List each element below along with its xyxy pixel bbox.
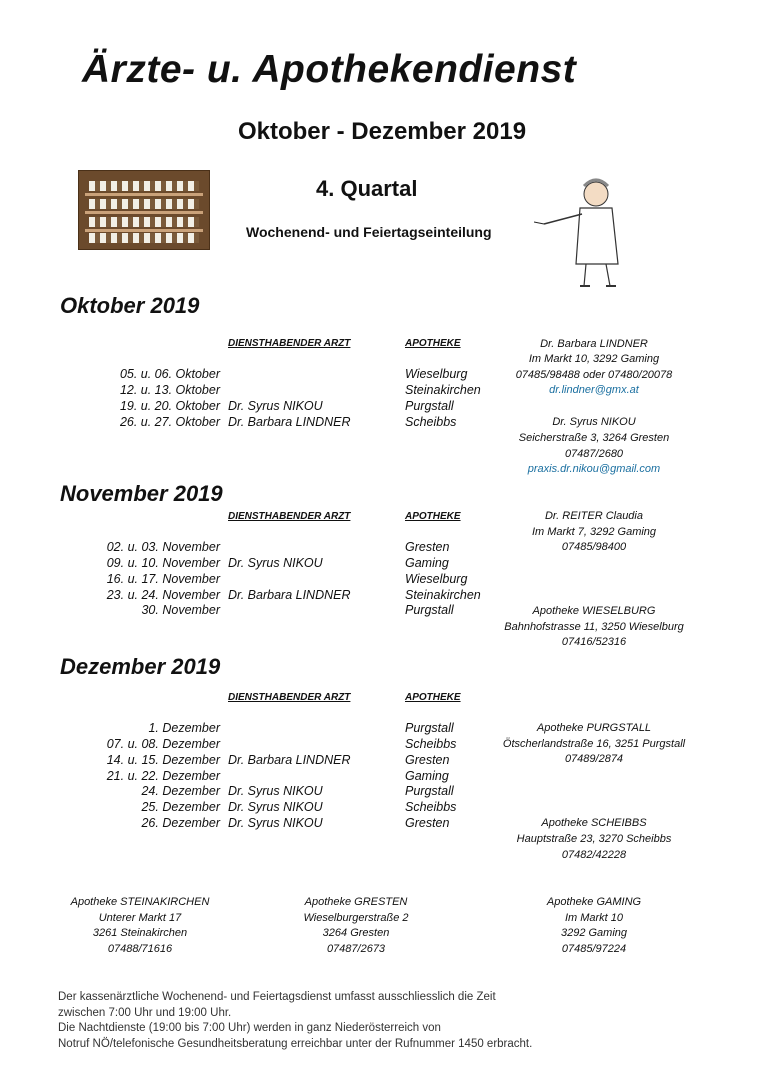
einteilung-label: Wochenend- und Feiertagseinteilung [246,224,492,240]
november-row-apotheke: Wieselburg [405,572,468,586]
oktober-row-date: 19. u. 20. Oktober [119,399,220,413]
footer-gresten-city: 3264 Gresten [322,927,390,939]
contact-lindner-address: Im Markt 10, 3292 Gaming [528,353,660,365]
month-heading-november: November 2019 [60,481,223,506]
col-header-arzt: DIENSTHABENDER ARZT [228,511,351,522]
notice-line: zwischen 7:00 Uhr und 19:00 Uhr. [58,1006,232,1019]
contact-nikou-address: Seicherstraße 3, 3264 Gresten [518,432,670,444]
page-title: Ärzte- u. Apothekendienst [82,48,577,91]
footer-gaming-phone: 07485/97224 [561,943,627,955]
contact-nikou-email-link[interactable]: praxis.dr.nikou@gmail.com [527,463,661,475]
dezember-row-date: 26. Dezember [141,816,220,830]
dezember-row-apotheke: Scheibbs [405,737,457,751]
november-row-apotheke: Gaming [405,556,449,570]
page-subtitle: Oktober - Dezember 2019 [237,118,527,145]
col-header-apotheke: APOTHEKE [405,692,461,703]
november-row-apotheke: Purgstall [405,603,454,617]
contact-reiter-phone: 07485/98400 [561,541,627,553]
dezember-row-arzt: Dr. Barbara LINDNER [228,753,351,767]
contact-scheibbs-phone: 07482/42228 [561,849,627,861]
dezember-row-apotheke: Scheibbs [405,800,457,814]
pharmacy-shelf-image [78,170,210,250]
november-row-date: 16. u. 17. November [106,572,220,586]
footer-steinakirchen-city: 3261 Steinakirchen [92,927,188,939]
col-header-apotheke: APOTHEKE [405,511,461,522]
contact-lindner-name: Dr. Barbara LINDNER [540,338,648,350]
footer-gaming-name: Apotheke GAMING [546,896,642,908]
oktober-row-apotheke: Purgstall [405,399,454,413]
quartal-label: 4. Quartal [316,176,418,201]
dezember-row-arzt: Dr. Syrus NIKOU [228,816,323,830]
footer-steinakirchen-name: Apotheke STEINAKIRCHEN [70,896,210,908]
month-heading-oktober: Oktober 2019 [60,293,200,318]
november-row-date: 09. u. 10. November [106,556,220,570]
dezember-row-date: 25. Dezember [141,800,220,814]
footer-gresten-phone: 07487/2673 [326,943,386,955]
contact-reiter-address: Im Markt 7, 3292 Gaming [531,526,657,538]
november-row-arzt: Dr. Syrus NIKOU [228,556,323,570]
contact-wieselburg-name: Apotheke WIESELBURG [532,605,656,617]
dezember-row-date: 07. u. 08. Dezember [106,737,220,751]
dezember-row-apotheke: Gaming [405,769,449,783]
november-row-date: 23. u. 24. November [106,588,220,602]
dezember-row-arzt: Dr. Syrus NIKOU [228,800,323,814]
footer-gaming-city: 3292 Gaming [560,927,628,939]
doctor-cartoon-image [534,172,644,292]
dezember-row-date: 21. u. 22. Dezember [106,769,220,783]
footer-gresten-name: Apotheke GRESTEN [304,896,408,908]
november-row-arzt: Dr. Barbara LINDNER [228,588,351,602]
dezember-row-date: 24. Dezember [141,784,220,798]
contact-reiter-name: Dr. REITER Claudia [544,510,643,522]
contact-scheibbs-address: Hauptstraße 23, 3270 Scheibbs [516,833,672,845]
notice-line: Notruf NÖ/telefonische Gesundheitsberatung erreichbar unter der Rufnummer 1450 erbracht. [58,1037,533,1050]
dezember-row-date: 14. u. 15. Dezember [106,753,220,767]
notice-line: Der kassenärztliche Wochenend- und Feiertagsdienst umfasst ausschliesslich die Zeit [58,991,496,1003]
contact-wieselburg-address: Bahnhofstrasse 11, 3250 Wieselburg [504,621,684,633]
oktober-row-date: 26. u. 27. Oktober [119,415,220,429]
service-notice [58,990,532,1052]
contact-wieselburg-phone: 07416/52316 [561,636,627,648]
november-row-date: 02. u. 03. November [106,540,220,554]
contact-nikou-name: Dr. Syrus NIKOU [552,416,636,428]
oktober-row-date: 12. u. 13. Oktober [119,383,220,397]
contact-purgstall-address: Ötscherlandstraße 16, 3251 Purgstall [502,738,686,750]
oktober-row-apotheke: Wieselburg [405,367,468,381]
month-heading-dezember: Dezember 2019 [60,654,221,679]
contact-lindner-email-link[interactable]: dr.lindner@gmx.at [549,384,639,396]
dezember-row-date: 1. Dezember [148,721,220,735]
col-header-apotheke: APOTHEKE [405,338,461,349]
notice-line: Die Nachtdienste (19:00 bis 7:00 Uhr) werden in ganz Niederösterreich von [58,1022,441,1034]
contact-scheibbs-name: Apotheke SCHEIBBS [541,817,647,829]
oktober-row-arzt: Dr. Barbara LINDNER [228,415,351,429]
dezember-row-apotheke: Gresten [405,753,450,767]
contact-purgstall-name: Apotheke PURGSTALL [536,722,652,734]
footer-steinakirchen-phone: 07488/71616 [107,943,173,955]
dezember-row-apotheke: Purgstall [405,784,454,798]
dezember-row-apotheke: Gresten [405,816,450,830]
col-header-arzt: DIENSTHABENDER ARZT [228,692,351,703]
oktober-row-date: 05. u. 06. Oktober [119,367,220,381]
footer-gaming-street: Im Markt 10 [564,912,624,924]
dezember-row-apotheke: Purgstall [405,721,454,735]
oktober-row-apotheke: Steinakirchen [405,383,481,397]
contact-nikou-phone: 07487/2680 [564,448,624,460]
november-row-apotheke: Gresten [405,540,450,554]
oktober-row-arzt: Dr. Syrus NIKOU [228,399,323,413]
november-row-apotheke: Steinakirchen [405,588,481,602]
col-header-arzt: DIENSTHABENDER ARZT [228,338,351,349]
contact-purgstall-phone: 07489/2874 [564,753,624,765]
footer-gresten-street: Wieselburgerstraße 2 [303,912,409,924]
oktober-row-apotheke: Scheibbs [405,415,457,429]
footer-steinakirchen-street: Unterer Markt 17 [98,912,182,924]
dezember-row-arzt: Dr. Syrus NIKOU [228,784,323,798]
november-row-date: 30. November [141,603,220,617]
contact-lindner-phone: 07485/98488 oder 07480/20078 [515,369,673,381]
